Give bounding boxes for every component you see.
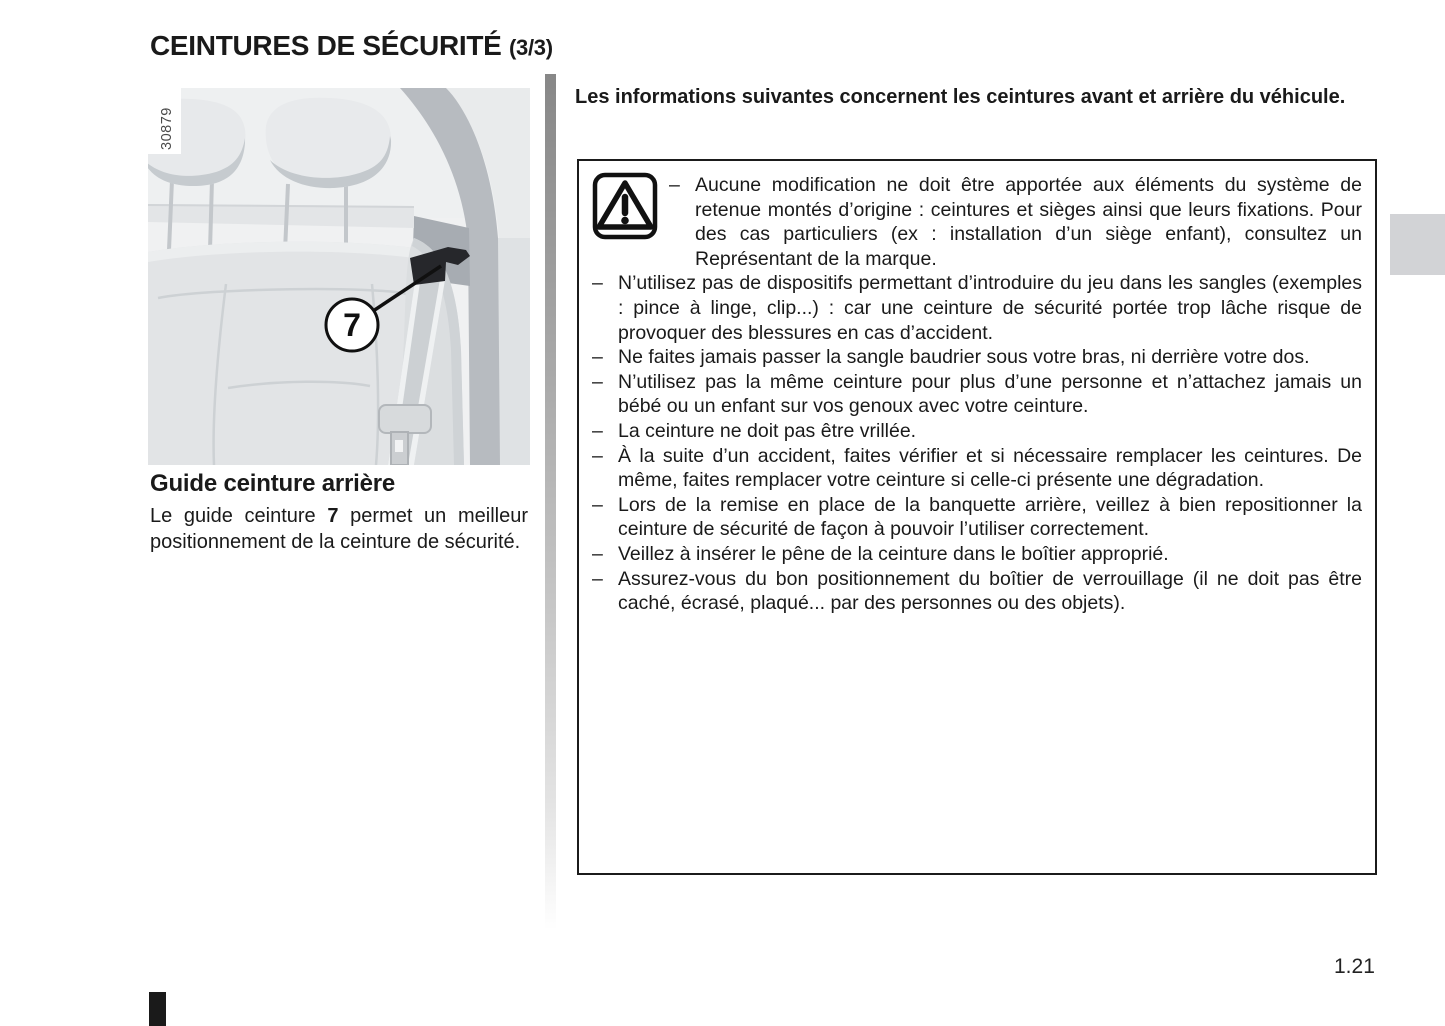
bullet-dash: – [592,493,603,516]
caption-text [150,503,528,555]
headrest-center [266,98,391,188]
warning-item [592,370,1362,419]
bullet-dash: – [592,542,603,565]
warning-item-text: Lors de la remise en place de la banquette arrière, veillez à bien repositionner la ceinture de sécurité de façon à pouvoir l’utiliser correctement. [618,493,1362,541]
caption-heading: Guide ceinture arrière [150,470,396,497]
bullet-dash: – [592,567,603,590]
warning-item [592,567,1362,616]
page-number: 1.21 [1334,955,1375,978]
bullet-dash: – [592,346,603,369]
warning-item-text: Assurez-vous du bon positionnement du boîtier de verrouillage (il ne doit pas être caché, écrasé, plaqué... par des personnes ou des objets). [618,567,1362,615]
warning-item-text: Veillez à insérer le pêne de la ceinture dans le boîtier approprié. [618,542,1169,565]
callout-7-label: 7 [343,307,361,343]
warning-item [592,419,1362,444]
warning-list [592,173,1362,616]
caption-text-after: permet un meilleur positionnement de la ceinture de sécurité. [150,505,528,553]
warning-item-text: La ceinture ne doit pas être vrillée. [618,419,917,442]
warning-box [577,159,1377,875]
image-number-label: 30879 [159,107,175,150]
door-trim [497,238,530,465]
bullet-dash: – [592,419,603,442]
footer-print-mark [149,992,166,1026]
warning-item [592,271,1362,345]
column-divider [545,74,556,930]
warning-item-text: N’utilisez pas de dispositifs permettant d’introduire du jeu dans les sangles (exemples : pince à linge, clip...) : car une ceinture de sécurité portée trop lâche risque de provoquer des blessures en cas d’accident. [618,272,1362,344]
warning-item-text: Aucune modification ne doit être apportée aux éléments du système de retenue montés d’origine : ceintures et sièges ainsi que leurs fixations. Pour des cas particuliers (ex : installation d’un siège enfant), consultez un Représentant de la marque. [695,174,1362,270]
rear-seat-photo [148,88,530,465]
caption-text-before: Le guide ceinture [150,505,328,527]
bullet-dash: – [669,174,680,196]
bullet-dash: – [592,272,603,295]
rear-seat-photo-svg [148,88,530,465]
warning-item [592,493,1362,542]
warning-item [669,173,1362,271]
warning-item [592,542,1362,567]
warning-item [592,345,1362,370]
intro-paragraph: Les informations suivantes concernent les ceintures avant et arrière du véhicule. [575,86,1346,108]
warning-triangle-icon [592,172,658,240]
page-title-text: CEINTURES DE SÉCURITÉ [150,30,502,61]
page-title-suffix: (3/3) [509,35,553,60]
caption-ref-number: 7 [327,505,339,527]
figure-caption [150,470,528,555]
seat-back [148,242,414,465]
bullet-dash: – [592,370,603,393]
page-title [150,30,553,62]
bullet-dash: – [592,444,603,467]
warning-item [592,444,1362,493]
warning-item-text: N’utilisez pas la même ceinture pour plus d’une personne et n’attachez jamais un bébé ou un enfant sur vos genoux avec votre ceinture. [618,370,1362,418]
warning-item-text: À la suite d’un accident, faites vérifier et si nécessaire remplacer les ceintures. De même, faites remplacer votre ceinture si celle-ci présente une dégradation. [618,444,1362,492]
warning-item-text: Ne faites jamais passer la sangle baudrier sous votre bras, ni derrière votre dos. [618,346,1310,369]
section-tab [1390,214,1445,275]
